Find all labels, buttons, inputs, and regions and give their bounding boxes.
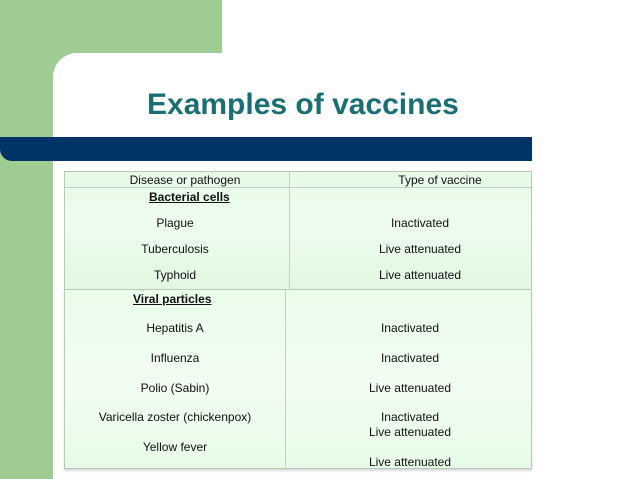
table-row-vaccine: Inactivated bbox=[380, 321, 440, 335]
vaccine-table-bacterial bbox=[64, 171, 532, 291]
table-row-disease: Varicella zoster (chickenpox) bbox=[98, 410, 252, 424]
header-disease: Disease or pathogen bbox=[129, 173, 241, 187]
section-label-viral: Viral particles bbox=[133, 292, 212, 306]
table-row-disease: Plague bbox=[156, 216, 194, 230]
table-row-vaccine: Live attenuated bbox=[368, 455, 452, 469]
table-row-disease: Hepatitis A bbox=[146, 321, 204, 335]
column-divider bbox=[289, 172, 290, 290]
table-row-vaccine: Live attenuated bbox=[368, 425, 452, 439]
table-row-vaccine: Live attenuated bbox=[378, 242, 462, 256]
table-row-vaccine: Live attenuated bbox=[368, 381, 452, 395]
table-row-vaccine: Inactivated bbox=[380, 351, 440, 365]
vaccine-table-viral bbox=[64, 289, 532, 469]
table-row-vaccine: Inactivated bbox=[390, 216, 450, 230]
table-row-disease: Influenza bbox=[150, 351, 200, 365]
table-row-disease: Yellow fever bbox=[142, 440, 208, 454]
header-divider bbox=[65, 187, 531, 188]
column-divider bbox=[285, 290, 286, 468]
header-vaccine-type: Type of vaccine bbox=[398, 173, 482, 187]
table-row-vaccine: Inactivated bbox=[380, 410, 440, 424]
table-row-disease: Typhoid bbox=[153, 268, 197, 282]
table-row-vaccine: Live attenuated bbox=[378, 268, 462, 282]
section-label-bacterial: Bacterial cells bbox=[149, 190, 230, 204]
slide-title: Examples of vaccines bbox=[147, 88, 459, 121]
table-row-disease: Polio (Sabin) bbox=[140, 381, 210, 395]
table-row-disease: Tuberculosis bbox=[141, 242, 209, 256]
title-underline-bar bbox=[0, 137, 532, 161]
